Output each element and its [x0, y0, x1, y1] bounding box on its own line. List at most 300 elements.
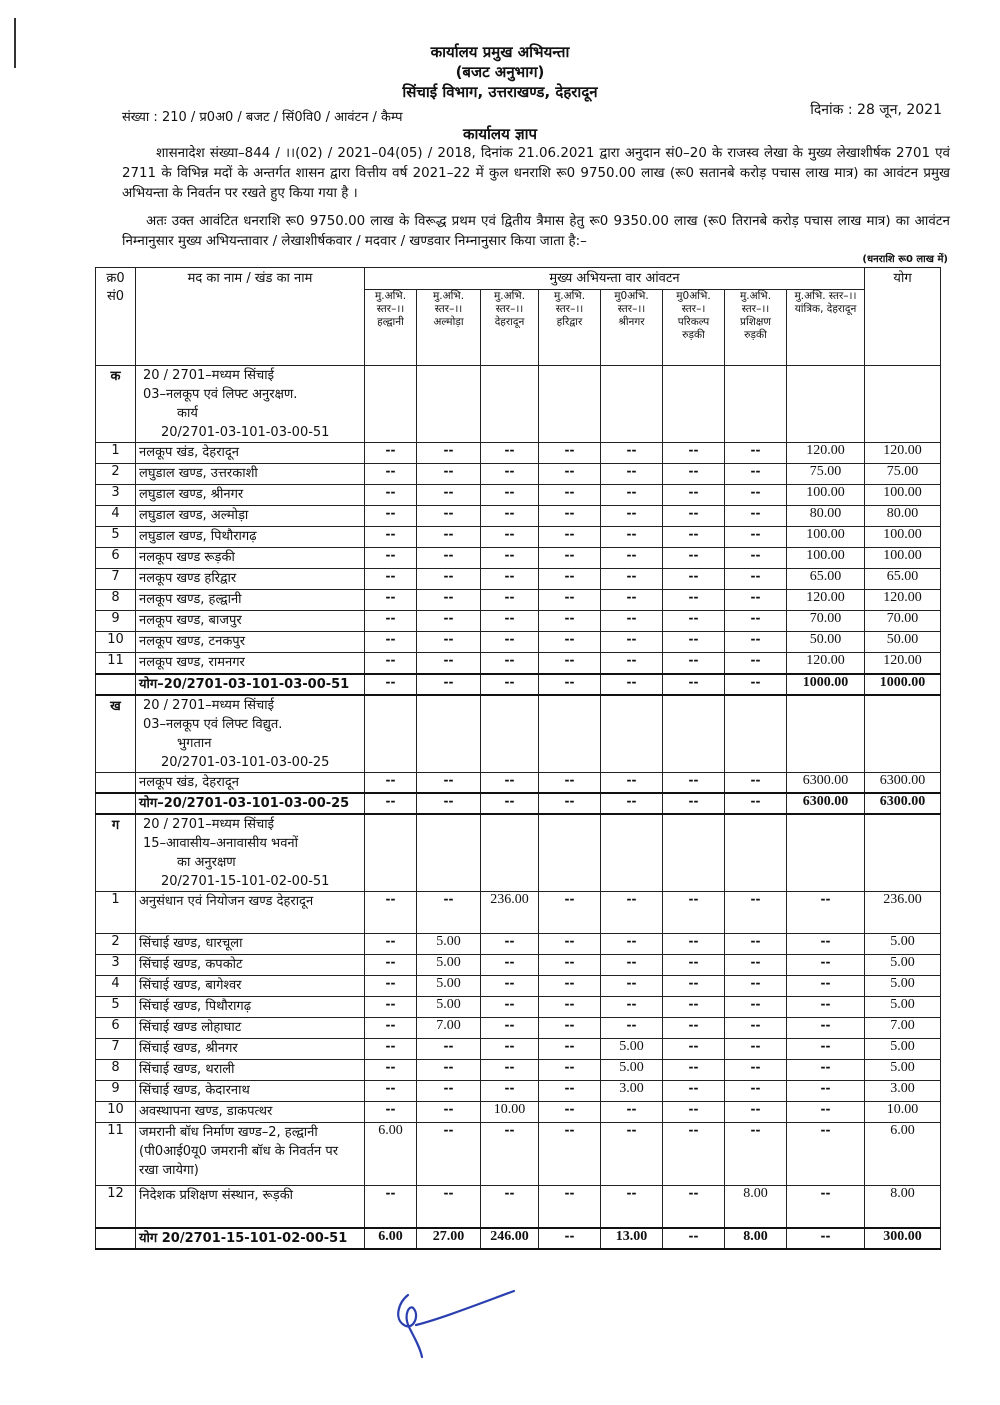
total-label: योग–20/2701-03-101-03-00-25 — [136, 793, 365, 814]
dash-cell: -- — [663, 485, 725, 506]
empty-cell — [725, 814, 787, 892]
dash-cell: -- — [365, 569, 417, 590]
row-number: 4 — [96, 506, 136, 527]
empty-cell — [539, 814, 601, 892]
dash-cell: -- — [417, 548, 481, 569]
empty-cell — [663, 366, 725, 443]
table-row — [96, 892, 941, 934]
total-value: 27.00 — [417, 1228, 481, 1249]
dash-cell: -- — [539, 590, 601, 611]
dash-cell: -- — [417, 632, 481, 653]
dash-cell: -- — [725, 934, 787, 955]
dash-cell: -- — [663, 997, 725, 1018]
dash-cell: -- — [417, 1081, 481, 1102]
dash-cell: -- — [365, 548, 417, 569]
dash-cell: -- — [365, 955, 417, 976]
dash-cell: -- — [725, 1123, 787, 1186]
table-row — [96, 1060, 941, 1081]
row-total: 120.00 — [865, 590, 941, 611]
allocation-value: 5.00 — [417, 976, 481, 997]
dash-cell: -- — [539, 548, 601, 569]
row-number: 1 — [96, 443, 136, 464]
grand-total: 6300.00 — [865, 793, 941, 814]
dash-cell: -- — [663, 632, 725, 653]
division-name: सिंचाई खण्ड, थराली — [136, 1060, 365, 1081]
allocation-value: 100.00 — [787, 548, 865, 569]
dash-cell: -- — [481, 464, 539, 485]
row-total: 100.00 — [865, 527, 941, 548]
table-row — [96, 1039, 941, 1060]
dash-cell: -- — [539, 793, 601, 814]
dash-cell: -- — [787, 1039, 865, 1060]
dash-cell: -- — [787, 1060, 865, 1081]
dash-cell: -- — [417, 1102, 481, 1123]
row-total: 80.00 — [865, 506, 941, 527]
dash-cell: -- — [539, 1102, 601, 1123]
dash-cell: -- — [725, 590, 787, 611]
dash-cell: -- — [539, 997, 601, 1018]
allocation-value: 50.00 — [787, 632, 865, 653]
total-value: 6.00 — [365, 1228, 417, 1249]
row-total: 75.00 — [865, 464, 941, 485]
dash-cell: -- — [365, 506, 417, 527]
dash-cell: -- — [539, 506, 601, 527]
allocation-value: 70.00 — [787, 611, 865, 632]
dash-cell: -- — [481, 653, 539, 674]
dash-cell: -- — [725, 1081, 787, 1102]
dash-cell: -- — [787, 1228, 865, 1249]
allocation-value: 5.00 — [417, 997, 481, 1018]
dash-cell: -- — [725, 997, 787, 1018]
reference-number: संख्या : 210 / प्र0अ0 / बजट / सिं0वि0 / आवंटन / कैम्प — [122, 110, 403, 125]
dash-cell: -- — [725, 632, 787, 653]
dash-cell: -- — [663, 464, 725, 485]
dash-cell: -- — [481, 548, 539, 569]
dash-cell: -- — [725, 506, 787, 527]
dash-cell: -- — [365, 485, 417, 506]
dash-cell: -- — [663, 527, 725, 548]
dash-cell: -- — [787, 934, 865, 955]
table-row — [96, 485, 941, 506]
dash-cell: -- — [365, 1060, 417, 1081]
section-total-row — [96, 1228, 941, 1249]
section-heading-line: 20/2701-03-101-03-00-51 — [161, 425, 330, 440]
allocation-value: 6.00 — [365, 1123, 417, 1186]
dash-cell: -- — [725, 1018, 787, 1039]
row-total: 7.00 — [865, 1018, 941, 1039]
dash-cell: -- — [787, 1018, 865, 1039]
section-heading-line: 15–आवासीय–अनावासीय भवनों — [143, 836, 299, 851]
division-name: नलकूप खण्ड हरिद्वार — [136, 569, 365, 590]
dash-cell: -- — [601, 1102, 663, 1123]
dash-cell: -- — [417, 569, 481, 590]
empty-cell — [96, 793, 136, 814]
division-name: लघुडाल खण्ड, श्रीनगर — [136, 485, 365, 506]
dash-cell: -- — [417, 793, 481, 814]
division-name: नलकूप खण्ड, बाजपुर — [136, 611, 365, 632]
section-head-row — [96, 366, 941, 443]
division-name: लघुडाल खण्ड, अल्मोड़ा — [136, 506, 365, 527]
allocation-value: 80.00 — [787, 506, 865, 527]
dash-cell: -- — [365, 674, 417, 695]
section-heading-line: 20 / 2701–मध्यम सिंचाई — [143, 368, 275, 383]
dash-cell: -- — [481, 611, 539, 632]
dash-cell: -- — [365, 793, 417, 814]
dash-cell: -- — [787, 1186, 865, 1228]
empty-cell — [417, 366, 481, 443]
row-number: 2 — [96, 934, 136, 955]
dash-cell: -- — [417, 1039, 481, 1060]
section-heading-line: 20/2701-15-101-02-00-51 — [161, 874, 330, 889]
dash-cell: -- — [417, 485, 481, 506]
dash-cell: -- — [663, 1123, 725, 1186]
empty-cell — [481, 814, 539, 892]
empty-cell — [96, 674, 136, 695]
allocation-value: 75.00 — [787, 464, 865, 485]
dash-cell: -- — [601, 1018, 663, 1039]
dash-cell: -- — [539, 611, 601, 632]
dash-cell: -- — [539, 1123, 601, 1186]
division-name: नलकूप खण्ड, हल्द्वानी — [136, 590, 365, 611]
dash-cell: -- — [725, 793, 787, 814]
empty-cell — [601, 695, 663, 773]
dash-cell: -- — [539, 632, 601, 653]
allocation-value: 100.00 — [787, 485, 865, 506]
dash-cell: -- — [601, 632, 663, 653]
header-ce-col: मु0अभि. स्तर–। परिकल्प रुड़की — [663, 290, 725, 366]
dash-cell: -- — [663, 934, 725, 955]
dash-cell: -- — [539, 1081, 601, 1102]
table-row — [96, 976, 941, 997]
section-heading-line: 03–नलकूप एवं लिफ्ट अनुरक्षण. — [143, 387, 298, 402]
allocation-value: 120.00 — [787, 653, 865, 674]
dash-cell: -- — [787, 1081, 865, 1102]
dash-cell: -- — [787, 892, 865, 934]
division-name: सिंचाई खण्ड, पिथौरागढ़ — [136, 997, 365, 1018]
dash-cell: -- — [725, 674, 787, 695]
header-ce-col: मु0अभि. स्तर–।। श्रीनगर — [601, 290, 663, 366]
total-value: 246.00 — [481, 1228, 539, 1249]
row-number: 3 — [96, 955, 136, 976]
division-name: नलकूप खण्ड रूड़की — [136, 548, 365, 569]
header-ce-col: मु.अभि. स्तर–।। हरिद्वार — [539, 290, 601, 366]
total-value: 13.00 — [601, 1228, 663, 1249]
paragraph-1: शासनादेश संख्या–844 / ।।(02) / 2021–04(05) / 2018, दिनांक 21.06.2021 द्वारा अनुदान सं0–20 के राजस्व लेखा के मुख्य लेखाशीर्षक 2701 एवं 2711 के विभिन्न मदों के अन्तर्गत शासन द्वारा वित्तीय वर्ष 2021–22 में कुल धनराशि रू0 9750.00 लाख (रू0 सतानबे करोड़ पचास लाख मात्र) का आवंटन प्रमुख अभियन्ता के निवर्तन पर रखते हुए किया गया है । — [122, 146, 950, 201]
empty-cell — [365, 695, 417, 773]
row-number — [96, 772, 136, 793]
dash-cell: -- — [417, 506, 481, 527]
dash-cell: -- — [481, 772, 539, 793]
dash-cell: -- — [725, 1060, 787, 1081]
section-head-row — [96, 695, 941, 773]
department-title: सिंचाई विभाग, उत्तराखण्ड, देहरादून — [402, 83, 598, 101]
dash-cell: -- — [481, 590, 539, 611]
dash-cell: -- — [601, 569, 663, 590]
dash-cell: -- — [417, 611, 481, 632]
dash-cell: -- — [601, 772, 663, 793]
dash-cell: -- — [663, 653, 725, 674]
section-heading-line: 20 / 2701–मध्यम सिंचाई — [143, 697, 275, 713]
dash-cell: -- — [481, 674, 539, 695]
empty-cell — [865, 814, 941, 892]
division-name: नलकूप खंड, देहरादून — [136, 772, 365, 793]
table-row — [96, 611, 941, 632]
total-label: योग–20/2701-03-101-03-00-51 — [136, 674, 365, 695]
dash-cell: -- — [663, 569, 725, 590]
allocation-value: 8.00 — [725, 1186, 787, 1228]
dash-cell: -- — [725, 611, 787, 632]
row-number: 11 — [96, 1123, 136, 1186]
row-total: 5.00 — [865, 1039, 941, 1060]
dash-cell: -- — [601, 793, 663, 814]
row-number: 6 — [96, 1018, 136, 1039]
allocation-value: 5.00 — [601, 1060, 663, 1081]
empty-cell — [865, 695, 941, 773]
grand-total: 1000.00 — [865, 674, 941, 695]
total-value: 8.00 — [725, 1228, 787, 1249]
row-total: 5.00 — [865, 1060, 941, 1081]
allocation-value: 5.00 — [601, 1039, 663, 1060]
dash-cell: -- — [481, 527, 539, 548]
row-total: 10.00 — [865, 1102, 941, 1123]
row-number: 12 — [96, 1186, 136, 1228]
dash-cell: -- — [725, 653, 787, 674]
empty-cell — [865, 366, 941, 443]
header-sl: क्र0 सं0 — [96, 268, 136, 366]
section-total-row — [96, 674, 941, 695]
dash-cell: -- — [725, 892, 787, 934]
dash-cell: -- — [481, 443, 539, 464]
dash-cell: -- — [539, 485, 601, 506]
dash-cell: -- — [365, 590, 417, 611]
dash-cell: -- — [417, 527, 481, 548]
allocation-value: 6300.00 — [787, 772, 865, 793]
table-row — [96, 1102, 941, 1123]
row-total: 100.00 — [865, 485, 941, 506]
section-heading-line: कार्य — [177, 406, 198, 421]
allocation-value: 236.00 — [481, 892, 539, 934]
row-number: 2 — [96, 464, 136, 485]
division-name: सिंचाई खण्ड, बागेश्वर — [136, 976, 365, 997]
dash-cell: -- — [481, 1081, 539, 1102]
dash-cell: -- — [481, 934, 539, 955]
empty-cell — [365, 814, 417, 892]
allocation-value: 120.00 — [787, 590, 865, 611]
dash-cell: -- — [365, 653, 417, 674]
row-total: 120.00 — [865, 653, 941, 674]
dash-cell: -- — [601, 955, 663, 976]
dash-cell: -- — [663, 1060, 725, 1081]
dash-cell: -- — [725, 955, 787, 976]
dash-cell: -- — [417, 674, 481, 695]
dash-cell: -- — [481, 997, 539, 1018]
dash-cell: -- — [539, 1039, 601, 1060]
dash-cell: -- — [601, 548, 663, 569]
row-total: 120.00 — [865, 443, 941, 464]
table-row — [96, 443, 941, 464]
section-heading-line: भुगतान — [177, 735, 212, 751]
table-row — [96, 632, 941, 653]
section-head-row — [96, 814, 941, 892]
row-number: 8 — [96, 590, 136, 611]
dash-cell: -- — [787, 976, 865, 997]
dash-cell: -- — [663, 611, 725, 632]
row-total: 236.00 — [865, 892, 941, 934]
empty-cell — [601, 366, 663, 443]
dash-cell: -- — [539, 892, 601, 934]
dash-cell: -- — [365, 934, 417, 955]
division-name: सिंचाई खण्ड, कपकोट — [136, 955, 365, 976]
grand-total: 300.00 — [865, 1228, 941, 1249]
dash-cell: -- — [539, 653, 601, 674]
allocation-table — [95, 267, 941, 1250]
dash-cell: -- — [365, 611, 417, 632]
table-row — [96, 1186, 941, 1228]
dash-cell: -- — [365, 1039, 417, 1060]
row-total: 5.00 — [865, 955, 941, 976]
empty-cell — [417, 814, 481, 892]
allocation-value: 120.00 — [787, 443, 865, 464]
dash-cell: -- — [601, 485, 663, 506]
dash-cell: -- — [539, 934, 601, 955]
dash-cell: -- — [663, 1018, 725, 1039]
dash-cell: -- — [365, 1102, 417, 1123]
dash-cell: -- — [663, 1102, 725, 1123]
dash-cell: -- — [601, 506, 663, 527]
section-heading — [136, 366, 365, 443]
unit-note: (धनराशि रू0 लाख में) — [862, 254, 948, 265]
division-name: सिंचाई खण्ड लोहाघाट — [136, 1018, 365, 1039]
division-name: नलकूप खण्ड, टनकपुर — [136, 632, 365, 653]
dash-cell: -- — [417, 443, 481, 464]
division-name: सिंचाई खण्ड, श्रीनगर — [136, 1039, 365, 1060]
dash-cell: -- — [365, 1081, 417, 1102]
allocation-value: 5.00 — [417, 934, 481, 955]
dash-cell: -- — [787, 1123, 865, 1186]
dash-cell: -- — [365, 997, 417, 1018]
total-value: 1000.00 — [787, 674, 865, 695]
division-name: लघुडाल खण्ड, उत्तरकाशी — [136, 464, 365, 485]
dash-cell: -- — [663, 590, 725, 611]
dash-cell: -- — [725, 443, 787, 464]
row-total: 8.00 — [865, 1186, 941, 1228]
dash-cell: -- — [481, 569, 539, 590]
table-row — [96, 772, 941, 793]
table-row — [96, 1123, 941, 1186]
section-heading-line: 20 / 2701–मध्यम सिंचाई — [143, 817, 275, 832]
row-number: 3 — [96, 485, 136, 506]
row-total: 5.00 — [865, 934, 941, 955]
section-heading-line: 20/2701-03-101-03-00-25 — [161, 754, 330, 770]
row-number: 5 — [96, 527, 136, 548]
header-ce-col: मु.अभि. स्तर–।। हल्द्वानी — [365, 290, 417, 366]
dash-cell: -- — [481, 506, 539, 527]
dash-cell: -- — [601, 934, 663, 955]
dash-cell: -- — [539, 1018, 601, 1039]
dash-cell: -- — [539, 955, 601, 976]
division-name: नलकूप खंड, देहरादून — [136, 443, 365, 464]
dash-cell: -- — [481, 793, 539, 814]
allocation-value: 5.00 — [417, 955, 481, 976]
dash-cell: -- — [417, 464, 481, 485]
dash-cell: -- — [725, 976, 787, 997]
dash-cell: -- — [481, 632, 539, 653]
section-heading — [136, 814, 365, 892]
header-ce-col: मु.अभि. स्तर–।। देहरादून — [481, 290, 539, 366]
dash-cell: -- — [601, 976, 663, 997]
dash-cell: -- — [365, 632, 417, 653]
total-value: 6300.00 — [787, 793, 865, 814]
dash-cell: -- — [601, 997, 663, 1018]
row-total: 5.00 — [865, 997, 941, 1018]
office-title: कार्यालय प्रमुख अभियन्ता — [430, 43, 570, 61]
header-ce-col: मु.अभि. स्तर–।। अल्मोड़ा — [417, 290, 481, 366]
dash-cell: -- — [481, 1060, 539, 1081]
dash-cell: -- — [539, 569, 601, 590]
empty-cell — [725, 366, 787, 443]
dash-cell: -- — [601, 1186, 663, 1228]
dash-cell: -- — [417, 590, 481, 611]
header-ce-col: मु.अभि. स्तर–।। यांत्रिक, देहरादून — [787, 290, 865, 366]
section-heading-line: 03–नलकूप एवं लिफ्ट विद्युत. — [143, 716, 283, 732]
dash-cell: -- — [663, 1186, 725, 1228]
dash-cell: -- — [663, 772, 725, 793]
division-name: निदेशक प्रशिक्षण संस्थान, रूड़की — [136, 1186, 365, 1228]
table-row — [96, 506, 941, 527]
dash-cell: -- — [725, 548, 787, 569]
allocation-value: 10.00 — [481, 1102, 539, 1123]
dash-cell: -- — [725, 464, 787, 485]
dash-cell: -- — [663, 793, 725, 814]
header-group: मुख्य अभियन्ता वार आंवटन — [365, 268, 865, 290]
dash-cell: -- — [481, 955, 539, 976]
dash-cell: -- — [417, 892, 481, 934]
dash-cell: -- — [725, 527, 787, 548]
row-total: 3.00 — [865, 1081, 941, 1102]
memo-title: कार्यालय ज्ञाप — [462, 125, 538, 143]
document-date: दिनांक : 28 जून, 2021 — [810, 102, 942, 118]
dash-cell: -- — [787, 1102, 865, 1123]
dash-cell: -- — [365, 772, 417, 793]
dash-cell: -- — [417, 1123, 481, 1186]
table-row — [96, 527, 941, 548]
row-number: 7 — [96, 569, 136, 590]
row-number: 1 — [96, 892, 136, 934]
empty-cell — [725, 695, 787, 773]
dash-cell: -- — [365, 464, 417, 485]
dash-cell: -- — [725, 1039, 787, 1060]
empty-cell — [663, 814, 725, 892]
dash-cell: -- — [365, 1186, 417, 1228]
dash-cell: -- — [601, 443, 663, 464]
dash-cell: -- — [539, 772, 601, 793]
section-heading — [136, 695, 365, 773]
empty-cell — [481, 366, 539, 443]
dash-cell: -- — [417, 1186, 481, 1228]
row-number: 9 — [96, 611, 136, 632]
empty-cell — [539, 366, 601, 443]
dash-cell: -- — [481, 1186, 539, 1228]
header-ce-col: मु.अभि. स्तर–।। प्रशिक्षण रुड़की — [725, 290, 787, 366]
table-row — [96, 934, 941, 955]
dash-cell: -- — [539, 1060, 601, 1081]
dash-cell: -- — [601, 892, 663, 934]
row-number: 11 — [96, 653, 136, 674]
row-number: 5 — [96, 997, 136, 1018]
dash-cell: -- — [481, 1123, 539, 1186]
division-name: अवस्थापना खण्ड, डाकपत्थर — [136, 1102, 365, 1123]
dash-cell: -- — [365, 527, 417, 548]
